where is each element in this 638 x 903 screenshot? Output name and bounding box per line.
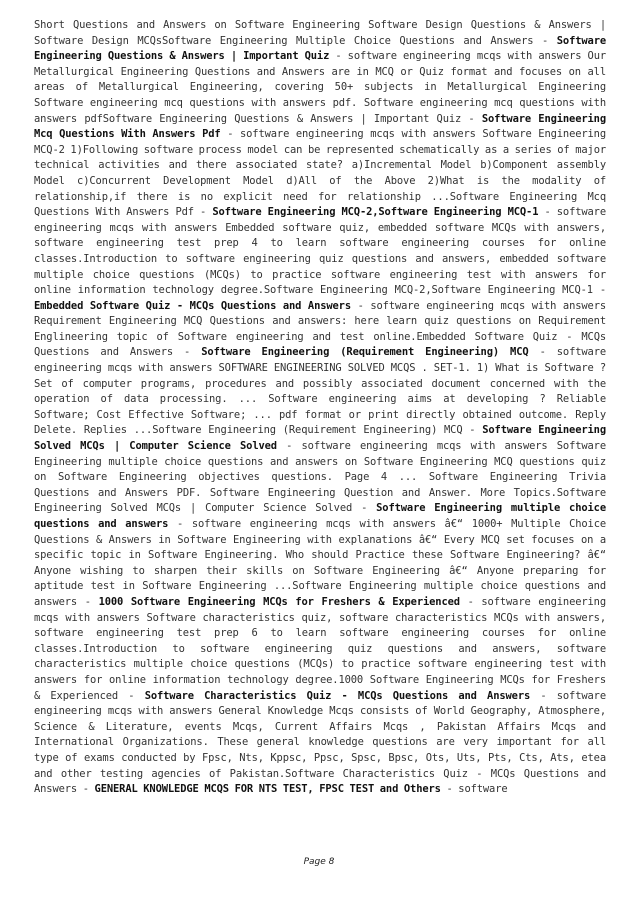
body-text-run: - software engineering mcqs with answers â€“ 1000+ Multiple Choice Questions & Answers in Software Engineering with explanations â€“ Every MCQ set focuses on a specific topic in Software Engineering. Who should Practice these Software Engineering? â€“ Anyone wishing to sharpen their skills on Software Engineering â€“ Anyone preparing for aptitude test in Software Engineering ...Software Engineering multiple choice questions and answers - — [34, 518, 607, 608]
bold-heading-text: Software Engineering (Requirement Engineering) MCQ — [201, 346, 529, 359]
body-text-run: - software engineering mcqs with answers SOFTWARE ENGINEERING SOLVED MCQS . SET-1. 1) What is Software ? Set of computer programs, procedures and possibly associated document concerned with the operation of data processing. ... Software engineering aims at developing ? Reliable Software; Cost Effective Software; ... pdf format or print directly obtained outcome. Reply Delete. Replies ...Software Engineering (Requirement Engineering) MCQ - — [34, 346, 607, 437]
bold-heading-text: Software Characteristics Quiz - MCQs Questions and Answers — [144, 689, 531, 702]
bold-heading-text: Embedded Software Quiz - MCQs Questions and Answers — [34, 299, 351, 312]
bold-heading-text: Software Engineering multiple choice questions and answers — [34, 502, 606, 530]
bold-heading-text: 1000 Software Engineering MCQs for Freshers & Experienced — [98, 595, 460, 608]
body-text-run: - software — [440, 783, 508, 796]
bold-heading-text: Software Engineering Questions & Answers | Important Quiz — [34, 34, 606, 63]
bold-heading-text: Software Engineering Solved MCQs | Computer Science Solved — [34, 424, 606, 453]
body-text-run: - software engineering mcqs with answers General Knowledge Mcqs consists of World Geography, Atmosphere, Science & Literature, events Mcqs, Current Affairs Mcqs , Pakistan Affairs Mcqs and International Organizations. These general knowledge questions are very important for all type of exams conducted by Fpsc, Nts, Kppsc, Ppsc, Spsc, Bpsc, Ots, Uts, Pts, Cts, Ats, etea and other testing agencies of Pakistan.Software Characteristics Quiz - MCQs Questions and Answers - — [34, 689, 606, 796]
bold-heading-text: Software Engineering MCQ-2,Software Engineering MCQ-1 — [212, 206, 539, 219]
bold-heading-text: GENERAL KNOWLEDGE MCQS FOR NTS TEST, FPSC TEST and Others — [94, 783, 441, 796]
body-text-run: - software engineering mcqs with answers Software Engineering multiple choice questions and answers on Software Engineering MCQ questions quiz on Software Engineering objectives questions. Page 4 ... Software Engineering Trivia Questions and Answers PDF. Software Engineering Question and Answer. More Topics.Software Engineering Solved MCQs | Computer Science Solved - — [34, 440, 606, 515]
body-text-run: - software engineering mcqs with answers Our Metallurgical Engineering Questions and Answers are in MCQ or Quiz format and focuses on all areas of Metallurgical Engineering, covering 50+ subjects in Metallurgical Engineering Software engineering mcq questions with answers pdf. Software engineering mcq questions with answers pdfSoftware Engineering Questions & Answers | Important Quiz - — [34, 50, 606, 125]
body-text-run: - software engineering mcqs with answers Software Engineering MCQ-2 1)Following software process model can be represented schematically as a series of major technical activities and there associated state? a)Incremental Model b)Component assembly Model c)Concurrent Development Model d)All of the Above 2)What is the modality of relationship,if there is no explicit need for relationship ...Software Engineering Mcq Questions With Answers Pdf - — [34, 128, 606, 219]
body-text-run: - software engineering mcqs with answers Requirement Engineering MCQ Questions and answers: here learn quiz questions on Requirement Englineering topic of Software engineering and test online.Embedded Software Quiz - MCQs Questions and Answers - — [34, 299, 607, 359]
bold-heading-text: Software Engineering Mcq Questions With Answers Pdf — [34, 112, 606, 141]
body-text-run: Short Questions and Answers on Software Engineering Software Design Questions & Answers | Software Design MCQsSoftware Engineering Multiple Choice Questions and Answers - — [34, 19, 606, 47]
body-text-run: - software engineering mcqs with answers Embedded software quiz, embedded software MCQs with answers, software engineering test prep 4 to learn software engineering courses for online classes.Introduction to software engineering quiz questions and answers, embedded software multiple choice questions (MCQs) to practice software engineering test with answers for online information technology degree.Software Engineering MCQ-2,Software Engineering MCQ-1 - — [34, 206, 606, 297]
body-paragraph — [34, 18, 606, 798]
body-text-run: - software engineering mcqs with answers Software characteristics quiz, software characteristics MCQs with answers, software engineering test prep 6 to learn software engineering courses for online classes.Introduction to software engineering quiz questions and answers, software characteristics multiple choice questions (MCQs) to practice software engineering test with answers for online information technology degree.1000 Software Engineering MCQs for Freshers & Experienced - — [34, 595, 606, 702]
page-number: Page 8 — [303, 857, 335, 867]
